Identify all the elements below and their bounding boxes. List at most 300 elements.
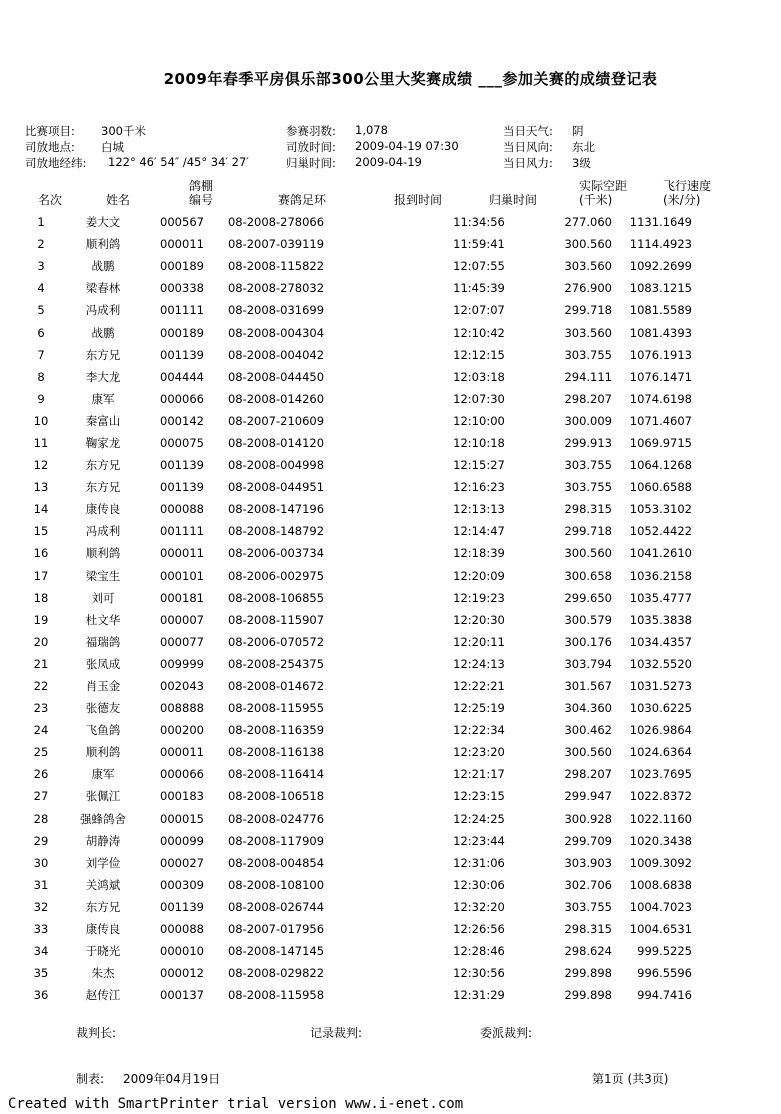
speed-cell: 994.7416 bbox=[637, 988, 692, 1003]
name-cell: 李大龙 bbox=[85, 369, 121, 384]
ring-cell: 08-2008-106855 bbox=[227, 590, 325, 605]
table-row bbox=[14, 255, 692, 277]
name-cell: 顺利鸽 bbox=[85, 745, 121, 760]
ring-cell: 08-2008-044951 bbox=[227, 480, 325, 495]
name-cell: 张德友 bbox=[85, 701, 121, 716]
name-cell: 赵传江 bbox=[85, 988, 121, 1003]
rank-cell: 30 bbox=[33, 855, 49, 870]
speed-cell: 1081.4393 bbox=[629, 325, 692, 340]
speed-cell: 1071.4607 bbox=[629, 413, 692, 428]
ring-cell: 08-2008-115822 bbox=[227, 259, 325, 274]
shed-cell: 000066 bbox=[160, 767, 204, 782]
report-time-cell bbox=[326, 631, 446, 653]
report-time-cell bbox=[326, 808, 446, 830]
report-time-cell bbox=[326, 940, 446, 962]
speed-cell: 1020.3438 bbox=[629, 833, 692, 848]
table-row bbox=[14, 830, 692, 852]
speed-cell: 1036.2158 bbox=[629, 568, 692, 583]
rank-cell: 26 bbox=[33, 767, 49, 782]
rank-cell: 5 bbox=[37, 303, 45, 318]
table-row bbox=[14, 896, 692, 918]
report-time-cell bbox=[326, 918, 446, 940]
shed-cell: 000011 bbox=[160, 546, 204, 561]
return-time-cell: 12:10:00 bbox=[453, 413, 505, 428]
shed-cell: 000183 bbox=[160, 789, 204, 804]
report-time-cell bbox=[326, 675, 446, 697]
speed-cell: 1008.6838 bbox=[629, 877, 692, 892]
rank-cell: 12 bbox=[33, 458, 49, 473]
report-time-cell bbox=[326, 388, 446, 410]
speed-cell: 1074.6198 bbox=[629, 391, 692, 406]
ring-cell: 08-2008-014260 bbox=[227, 391, 325, 406]
speed-cell: 1009.3092 bbox=[629, 855, 692, 870]
return-time-cell: 12:10:42 bbox=[453, 325, 505, 340]
report-time-cell bbox=[326, 697, 446, 719]
distance-cell: 298.624 bbox=[564, 944, 612, 959]
rank-cell: 7 bbox=[37, 347, 45, 362]
table-row bbox=[14, 852, 692, 874]
name-cell: 于晓光 bbox=[85, 944, 121, 959]
return-time-cell: 12:30:06 bbox=[453, 877, 505, 892]
name-cell: 梁春林 bbox=[85, 281, 121, 296]
distance-cell: 304.360 bbox=[564, 701, 612, 716]
name-cell: 冯成利 bbox=[85, 303, 121, 318]
header-distance-line2: (千米) bbox=[579, 193, 613, 207]
shed-cell: 001139 bbox=[160, 480, 204, 495]
rank-cell: 25 bbox=[33, 745, 49, 760]
return-time-cell: 12:12:15 bbox=[453, 347, 505, 362]
name-cell: 梁宝生 bbox=[85, 568, 121, 583]
distance-cell: 300.560 bbox=[564, 546, 612, 561]
table-row bbox=[14, 321, 692, 343]
name-cell: 康军 bbox=[91, 767, 115, 782]
report-time-cell bbox=[326, 785, 446, 807]
distance-cell: 303.755 bbox=[564, 458, 612, 473]
ring-cell: 08-2006-003734 bbox=[227, 546, 325, 561]
report-time-cell bbox=[326, 719, 446, 741]
ring-cell: 08-2008-108100 bbox=[227, 877, 325, 892]
table-row bbox=[14, 432, 692, 454]
name-cell: 姜大文 bbox=[85, 215, 121, 230]
return-time-cell: 12:22:34 bbox=[453, 723, 505, 738]
report-time-cell bbox=[326, 520, 446, 542]
count-label: 参赛羽数: bbox=[286, 124, 336, 138]
distance-cell: 298.207 bbox=[564, 391, 612, 406]
return-time-cell: 12:31:06 bbox=[453, 855, 505, 870]
table-row bbox=[14, 918, 692, 940]
wind-direction-value: 东北 bbox=[572, 140, 595, 154]
table-row bbox=[14, 874, 692, 896]
rank-cell: 36 bbox=[33, 988, 49, 1003]
speed-cell: 1053.3102 bbox=[629, 502, 692, 517]
speed-cell: 1064.1268 bbox=[629, 458, 692, 473]
ring-cell: 08-2008-116414 bbox=[227, 767, 325, 782]
table-row bbox=[14, 675, 692, 697]
rank-cell: 6 bbox=[37, 325, 45, 340]
shed-cell: 000189 bbox=[160, 259, 204, 274]
return-time-cell: 11:45:39 bbox=[453, 281, 505, 296]
rank-cell: 23 bbox=[33, 701, 49, 716]
rank-cell: 9 bbox=[37, 391, 45, 406]
speed-cell: 1114.4923 bbox=[629, 237, 692, 252]
ring-cell: 08-2008-115958 bbox=[227, 988, 325, 1003]
table-row bbox=[14, 565, 692, 587]
ring-cell: 08-2008-115955 bbox=[227, 701, 325, 716]
distance-cell: 299.913 bbox=[564, 435, 612, 450]
speed-cell: 1026.9864 bbox=[629, 723, 692, 738]
page-title: 2009年春季平房俱乐部300公里大奖赛成绩 ___参加关赛的成绩登记表 bbox=[163, 70, 658, 88]
table-row bbox=[14, 410, 692, 432]
distance-cell: 303.755 bbox=[564, 480, 612, 495]
shed-cell: 000012 bbox=[160, 966, 204, 981]
return-time-cell: 12:21:17 bbox=[453, 767, 505, 782]
distance-cell: 299.898 bbox=[564, 966, 612, 981]
release-place-value: 白城 bbox=[101, 140, 124, 154]
speed-cell: 1083.1215 bbox=[629, 281, 692, 296]
speed-cell: 1032.5520 bbox=[629, 656, 692, 671]
ring-cell: 08-2008-278032 bbox=[227, 281, 325, 296]
shed-cell: 000077 bbox=[160, 634, 204, 649]
shed-cell: 000088 bbox=[160, 502, 204, 517]
ring-cell: 08-2006-002975 bbox=[227, 568, 325, 583]
ring-cell: 08-2008-024776 bbox=[227, 811, 325, 826]
return-time-cell: 12:23:44 bbox=[453, 833, 505, 848]
table-row bbox=[14, 653, 692, 675]
report-time-cell bbox=[326, 321, 446, 343]
return-time-cell: 12:20:09 bbox=[453, 568, 505, 583]
speed-cell: 1081.5589 bbox=[629, 303, 692, 318]
count-value: 1,078 bbox=[355, 123, 388, 137]
name-cell: 东方兄 bbox=[85, 480, 121, 495]
speed-cell: 1131.1649 bbox=[629, 215, 692, 230]
name-cell: 胡静涛 bbox=[85, 833, 121, 848]
name-cell: 秦富山 bbox=[85, 413, 121, 428]
table-row bbox=[14, 609, 692, 631]
shed-cell: 008888 bbox=[160, 701, 204, 716]
header-speed-line2: (米/分) bbox=[663, 193, 701, 207]
wind-force-label: 当日风力: bbox=[503, 156, 553, 170]
rank-cell: 22 bbox=[33, 679, 49, 694]
table-row bbox=[14, 785, 692, 807]
distance-cell: 298.207 bbox=[564, 767, 612, 782]
speed-cell: 1034.4357 bbox=[629, 634, 692, 649]
shed-cell: 000200 bbox=[160, 723, 204, 738]
return-time-cell: 12:24:13 bbox=[453, 656, 505, 671]
shed-cell: 001111 bbox=[160, 524, 204, 539]
name-cell: 强蜂鸽舍 bbox=[80, 811, 126, 826]
shed-cell: 000015 bbox=[160, 811, 204, 826]
header-rank: 名次 bbox=[38, 193, 63, 207]
report-time-cell bbox=[326, 432, 446, 454]
shed-cell: 000567 bbox=[160, 215, 204, 230]
speed-cell: 1035.3838 bbox=[629, 612, 692, 627]
distance-cell: 300.462 bbox=[564, 723, 612, 738]
results-table bbox=[14, 211, 692, 1006]
return-time-cell: 12:07:07 bbox=[453, 303, 505, 318]
return-time-cell: 12:26:56 bbox=[453, 922, 505, 937]
watermark-text: Created with SmartPrinter trial version www.i-enet.com bbox=[8, 1096, 464, 1112]
name-cell: 战鹏 bbox=[91, 325, 115, 340]
name-cell: 张凤成 bbox=[85, 656, 121, 671]
table-row bbox=[14, 454, 692, 476]
table-row bbox=[14, 277, 692, 299]
speed-cell: 1052.4422 bbox=[629, 524, 692, 539]
name-cell: 东方兄 bbox=[85, 458, 121, 473]
rank-cell: 20 bbox=[33, 634, 49, 649]
report-time-cell bbox=[326, 609, 446, 631]
speed-cell: 1031.5273 bbox=[629, 679, 692, 694]
speed-cell: 1004.7023 bbox=[629, 899, 692, 914]
release-time-label: 司放时间: bbox=[286, 140, 336, 154]
event-label: 比赛项目: bbox=[25, 124, 75, 138]
ring-cell: 08-2007-210609 bbox=[227, 413, 325, 428]
name-cell: 肖玉金 bbox=[85, 679, 121, 694]
return-time-cell: 12:20:30 bbox=[453, 612, 505, 627]
speed-cell: 1035.4777 bbox=[629, 590, 692, 605]
distance-cell: 300.560 bbox=[564, 745, 612, 760]
table-row bbox=[14, 940, 692, 962]
shed-cell: 000181 bbox=[160, 590, 204, 605]
report-time-cell bbox=[326, 366, 446, 388]
speed-cell: 1023.7695 bbox=[629, 767, 692, 782]
return-time-cell: 12:24:25 bbox=[453, 811, 505, 826]
rank-cell: 29 bbox=[33, 833, 49, 848]
report-time-cell bbox=[326, 852, 446, 874]
name-cell: 战鹏 bbox=[91, 259, 115, 274]
report-time-cell bbox=[326, 741, 446, 763]
rank-cell: 1 bbox=[37, 215, 45, 230]
report-time-cell bbox=[326, 565, 446, 587]
ring-cell: 08-2008-044450 bbox=[227, 369, 325, 384]
report-time-cell bbox=[326, 344, 446, 366]
report-time-cell bbox=[326, 498, 446, 520]
shed-cell: 000075 bbox=[160, 435, 204, 450]
shed-cell: 000007 bbox=[160, 612, 204, 627]
table-row bbox=[14, 520, 692, 542]
header-return-time: 归巢时间 bbox=[489, 193, 538, 207]
record-judge-label: 记录裁判: bbox=[310, 1026, 363, 1040]
distance-cell: 303.794 bbox=[564, 656, 612, 671]
shed-cell: 001111 bbox=[160, 303, 204, 318]
rank-cell: 24 bbox=[33, 723, 49, 738]
report-time-cell bbox=[326, 830, 446, 852]
return-time-cell: 12:31:29 bbox=[453, 988, 505, 1003]
ring-cell: 08-2006-070572 bbox=[227, 634, 325, 649]
distance-cell: 303.755 bbox=[564, 899, 612, 914]
report-time-cell bbox=[326, 410, 446, 432]
ring-cell: 08-2008-004042 bbox=[227, 347, 325, 362]
report-time-cell bbox=[326, 587, 446, 609]
ring-cell: 08-2008-004304 bbox=[227, 325, 325, 340]
judge-label: 裁判长: bbox=[76, 1026, 117, 1040]
return-time-cell: 12:15:27 bbox=[453, 458, 505, 473]
speed-cell: 1030.6225 bbox=[629, 701, 692, 716]
header-name: 姓名 bbox=[106, 193, 131, 207]
shed-cell: 000088 bbox=[160, 922, 204, 937]
header-ring: 赛鸽足环 bbox=[278, 193, 327, 207]
return-time-label: 归巢时间: bbox=[286, 156, 336, 170]
made-date: 2009年04月19日 bbox=[123, 1072, 221, 1086]
return-time-cell: 12:03:18 bbox=[453, 369, 505, 384]
name-cell: 冯成利 bbox=[85, 524, 121, 539]
name-cell: 康传良 bbox=[85, 922, 121, 937]
table-row bbox=[14, 542, 692, 564]
return-time-cell: 12:10:18 bbox=[453, 435, 505, 450]
ring-cell: 08-2008-004998 bbox=[227, 458, 325, 473]
distance-cell: 299.718 bbox=[564, 303, 612, 318]
distance-cell: 299.709 bbox=[564, 833, 612, 848]
distance-cell: 303.903 bbox=[564, 855, 612, 870]
report-time-cell bbox=[326, 454, 446, 476]
table-row bbox=[14, 498, 692, 520]
shed-cell: 000137 bbox=[160, 988, 204, 1003]
table-row bbox=[14, 587, 692, 609]
coords-label: 司放地经纬: bbox=[25, 156, 87, 170]
shed-cell: 000011 bbox=[160, 237, 204, 252]
report-time-cell bbox=[326, 896, 446, 918]
name-cell: 福瑞鸽 bbox=[85, 634, 121, 649]
speed-cell: 1022.8372 bbox=[629, 789, 692, 804]
report-time-cell bbox=[326, 542, 446, 564]
distance-cell: 299.718 bbox=[564, 524, 612, 539]
distance-cell: 300.579 bbox=[564, 612, 612, 627]
ring-cell: 08-2008-148792 bbox=[227, 524, 325, 539]
shed-cell: 000142 bbox=[160, 413, 204, 428]
return-time-cell: 12:16:23 bbox=[453, 480, 505, 495]
table-row bbox=[14, 344, 692, 366]
distance-cell: 300.560 bbox=[564, 237, 612, 252]
return-time-cell: 12:07:55 bbox=[453, 259, 505, 274]
distance-cell: 294.111 bbox=[564, 369, 612, 384]
event-value: 300千米 bbox=[101, 124, 146, 138]
header-speed-line1: 飞行速度 bbox=[663, 179, 712, 193]
header-shed-line1: 鸽棚 bbox=[189, 179, 214, 193]
name-cell: 飞鱼鸽 bbox=[85, 723, 121, 738]
delegate-judge-label: 委派裁判: bbox=[480, 1026, 533, 1040]
distance-cell: 298.315 bbox=[564, 922, 612, 937]
report-time-cell bbox=[326, 763, 446, 785]
report-time-cell bbox=[326, 984, 446, 1006]
name-cell: 顺利鸽 bbox=[85, 546, 121, 561]
report-time-cell bbox=[326, 962, 446, 984]
ring-cell: 08-2008-117909 bbox=[227, 833, 325, 848]
shed-cell: 000338 bbox=[160, 281, 204, 296]
return-time-value: 2009-04-19 bbox=[355, 155, 422, 169]
table-row bbox=[14, 808, 692, 830]
name-cell: 刘学俭 bbox=[85, 855, 121, 870]
distance-cell: 299.898 bbox=[564, 988, 612, 1003]
weather-value: 阴 bbox=[572, 124, 584, 138]
name-cell: 鞠家龙 bbox=[85, 435, 121, 450]
rank-cell: 16 bbox=[33, 546, 49, 561]
rank-cell: 35 bbox=[33, 966, 49, 981]
made-by-label: 制表: bbox=[76, 1072, 105, 1086]
header-report-time: 报到时间 bbox=[394, 193, 443, 207]
name-cell: 康传良 bbox=[85, 502, 121, 517]
return-time-cell: 12:14:47 bbox=[453, 524, 505, 539]
distance-cell: 300.928 bbox=[564, 811, 612, 826]
distance-cell: 299.947 bbox=[564, 789, 612, 804]
coords-value: 122° 46′ 54″ /45° 34′ 27′ bbox=[108, 155, 249, 169]
ring-cell: 08-2008-147196 bbox=[227, 502, 325, 517]
return-time-cell: 12:23:15 bbox=[453, 789, 505, 804]
speed-cell: 1024.6364 bbox=[629, 745, 692, 760]
ring-cell: 08-2008-106518 bbox=[227, 789, 325, 804]
rank-cell: 10 bbox=[33, 413, 49, 428]
speed-cell: 999.5225 bbox=[637, 944, 692, 959]
distance-cell: 302.706 bbox=[564, 877, 612, 892]
shed-cell: 000101 bbox=[160, 568, 204, 583]
distance-cell: 303.755 bbox=[564, 347, 612, 362]
return-time-cell: 12:07:30 bbox=[453, 391, 505, 406]
shed-cell: 001139 bbox=[160, 899, 204, 914]
name-cell: 康军 bbox=[91, 391, 115, 406]
report-time-cell bbox=[326, 255, 446, 277]
speed-cell: 1076.1471 bbox=[629, 369, 692, 384]
shed-cell: 001139 bbox=[160, 458, 204, 473]
return-time-cell: 12:20:11 bbox=[453, 634, 505, 649]
speed-cell: 1004.6531 bbox=[629, 922, 692, 937]
shed-cell: 000066 bbox=[160, 391, 204, 406]
table-row bbox=[14, 984, 692, 1006]
name-cell: 东方兄 bbox=[85, 899, 121, 914]
report-time-cell bbox=[326, 874, 446, 896]
table-row bbox=[14, 741, 692, 763]
rank-cell: 27 bbox=[33, 789, 49, 804]
distance-cell: 300.009 bbox=[564, 413, 612, 428]
ring-cell: 08-2008-116359 bbox=[227, 723, 325, 738]
shed-cell: 000027 bbox=[160, 855, 204, 870]
ring-cell: 08-2008-031699 bbox=[227, 303, 325, 318]
header-shed-line2: 编号 bbox=[189, 193, 214, 207]
report-time-cell bbox=[326, 233, 446, 255]
ring-cell: 08-2008-278066 bbox=[227, 215, 325, 230]
ring-cell: 08-2008-014672 bbox=[227, 679, 325, 694]
return-time-cell: 12:19:23 bbox=[453, 590, 505, 605]
shed-cell: 000189 bbox=[160, 325, 204, 340]
shed-cell: 001139 bbox=[160, 347, 204, 362]
ring-cell: 08-2008-254375 bbox=[227, 656, 325, 671]
return-time-cell: 12:22:21 bbox=[453, 679, 505, 694]
wind-direction-label: 当日风向: bbox=[503, 140, 553, 154]
rank-cell: 32 bbox=[33, 899, 49, 914]
rank-cell: 2 bbox=[37, 237, 45, 252]
return-time-cell: 12:25:19 bbox=[453, 701, 505, 716]
rank-cell: 21 bbox=[33, 656, 49, 671]
speed-cell: 996.5596 bbox=[637, 966, 692, 981]
shed-cell: 009999 bbox=[160, 656, 204, 671]
release-place-label: 司放地点: bbox=[25, 140, 75, 154]
speed-cell: 1060.6588 bbox=[629, 480, 692, 495]
speed-cell: 1069.9715 bbox=[629, 435, 692, 450]
return-time-cell: 12:13:13 bbox=[453, 502, 505, 517]
rank-cell: 18 bbox=[33, 590, 49, 605]
shed-cell: 000010 bbox=[160, 944, 204, 959]
return-time-cell: 12:23:20 bbox=[453, 745, 505, 760]
name-cell: 顺利鸽 bbox=[85, 237, 121, 252]
return-time-cell: 11:59:41 bbox=[453, 237, 505, 252]
name-cell: 关鸿斌 bbox=[85, 877, 121, 892]
rank-cell: 17 bbox=[33, 568, 49, 583]
report-time-cell bbox=[326, 476, 446, 498]
distance-cell: 299.650 bbox=[564, 590, 612, 605]
ring-cell: 08-2008-115907 bbox=[227, 612, 325, 627]
rank-cell: 33 bbox=[33, 922, 49, 937]
table-row bbox=[14, 476, 692, 498]
shed-cell: 000309 bbox=[160, 877, 204, 892]
ring-cell: 08-2007-039119 bbox=[227, 237, 325, 252]
ring-cell: 08-2008-029822 bbox=[227, 966, 325, 981]
